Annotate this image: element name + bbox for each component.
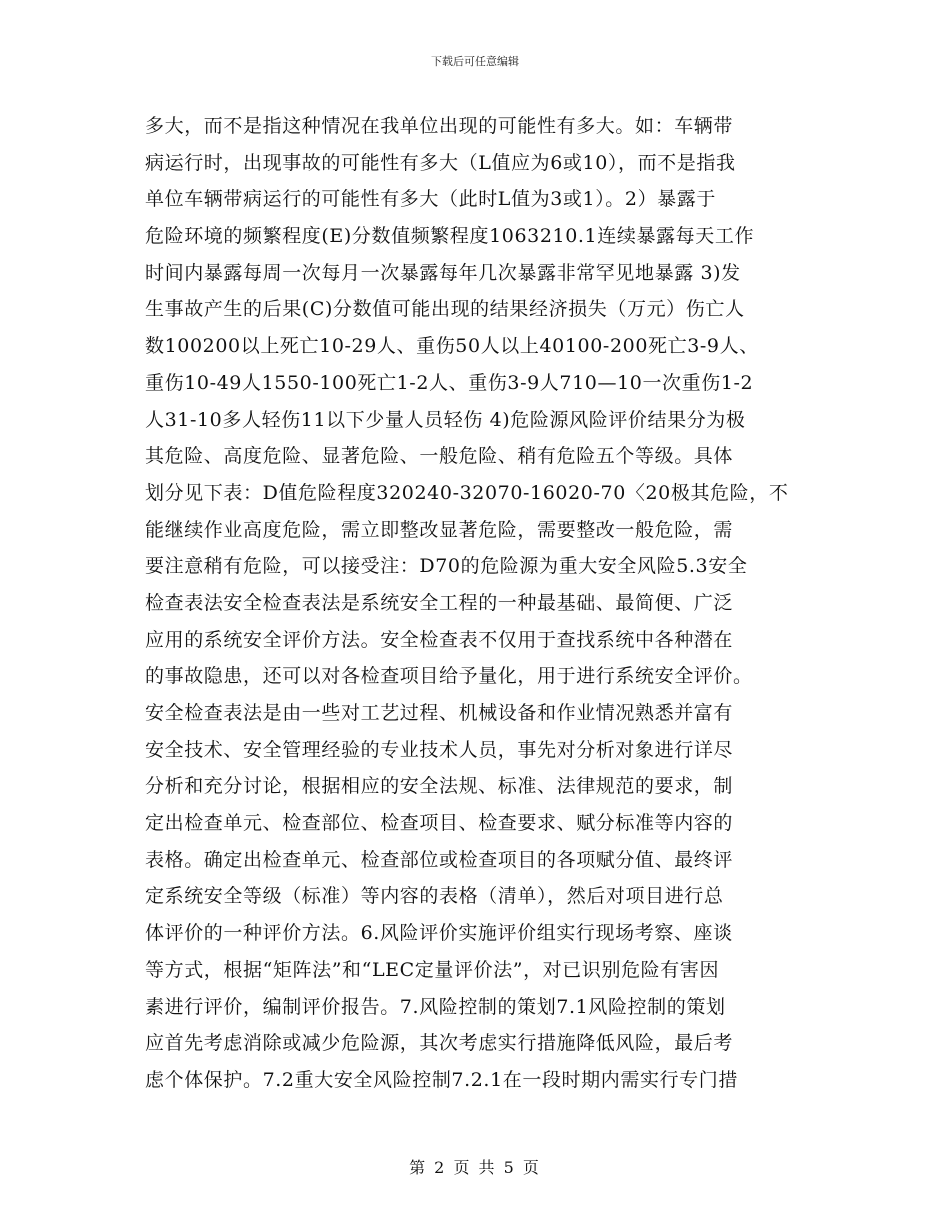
text-line: 安全检查表法是由一些对工艺过程、机械设备和作业情况熟悉并富有 [145, 702, 734, 724]
body-text [145, 108, 815, 1099]
text-line: 定出检查单元、检查部位、检查项目、检查要求、赋分标准等内容的 [145, 812, 734, 835]
text-line: 重伤10-49人1550-100死亡1-2人、重伤3-9人710—10一次重伤1-2 [145, 371, 754, 394]
page-number-footer: 第 2 页 共 5 页 [409, 1158, 541, 1177]
text-line: 虑个体保护。7.2重大安全风险控制7.2.1在一段时期内需实行专门措 [145, 1068, 738, 1091]
text-line: 多大，而不是指这种情况在我单位出现的可能性有多大。如：车辆带 [145, 115, 734, 137]
text-line: 危险环境的频繁程度(E)分数值频繁程度1063210.1连续暴露每天工作 [145, 225, 755, 248]
text-line: 划分见下表：D值危险程度320240-32070-16020-70〈20极其危险，不 [145, 481, 789, 504]
text-line: 等方式，根据“矩阵法”和“LEC定量评价法”，对已识别危险有害因 [145, 958, 720, 981]
text-line: 人31-10多人轻伤11以下少量人员轻伤 4)危险源风险评价结果分为极 [145, 408, 746, 431]
text-line: 病运行时，出现事故的可能性有多大（L值应为6或10），而不是指我 [145, 151, 736, 174]
text-line: 应首先考虑消除或减少危险源，其次考虑实行措施降低风险，最后考 [145, 1032, 734, 1055]
text-line: 能继续作业高度危险，需立即整改显著危险，需要整改一般危险，需 [145, 518, 734, 541]
text-line: 表格。确定出检查单元、检查部位或检查项目的各项赋分值、最终评 [145, 848, 734, 871]
text-line: 定系统安全等级（标准）等内容的表格（清单），然后对项目进行总 [145, 885, 724, 908]
text-line: 其危险、高度危险、显著危险、一般危险、稍有危险五个等级。具体 [145, 445, 734, 468]
text-line: 体评价的一种评价方法。6.风险评价实施评价组实行现场考察、座谈 [145, 922, 733, 945]
text-line: 素进行评价，编制评价报告。7.风险控制的策划7.1风险控制的策划 [145, 995, 726, 1018]
text-line: 检查表法安全检查表法是系统安全工程的一种最基础、最简便、广泛 [145, 591, 734, 614]
page-header-note: 下载后可任意编辑 [431, 55, 519, 68]
text-line: 应用的系统安全评价方法。安全检查表不仅用于查找系统中各种潜在 [145, 628, 734, 651]
text-line: 要注意稍有危险，可以接受注：D70的危险源为重大安全风险5.3安全 [145, 555, 748, 578]
text-line: 数100200以上死亡10-29人、重伤50人以上40100-200死亡3-9人、 [145, 335, 759, 358]
text-line: 生事故产生的后果(C)分数值可能出现的结果经济损失（万元）伤亡人 [145, 298, 745, 321]
text-line: 分析和充分讨论，根据相应的安全法规、标准、法律规范的要求，制 [145, 775, 734, 798]
text-line: 安全技术、安全管理经验的专业技术人员，事先对分析对象进行详尽 [145, 738, 734, 761]
text-line: 时间内暴露每周一次每月一次暴露每年几次暴露非常罕见地暴露 3)发 [145, 261, 741, 284]
text-line: 的事故隐患，还可以对各检查项目给予量化，用于进行系统安全评价。 [145, 665, 753, 688]
text-line: 单位车辆带病运行的可能性有多大（此时L值为3或1）。2）暴露于 [145, 188, 716, 211]
